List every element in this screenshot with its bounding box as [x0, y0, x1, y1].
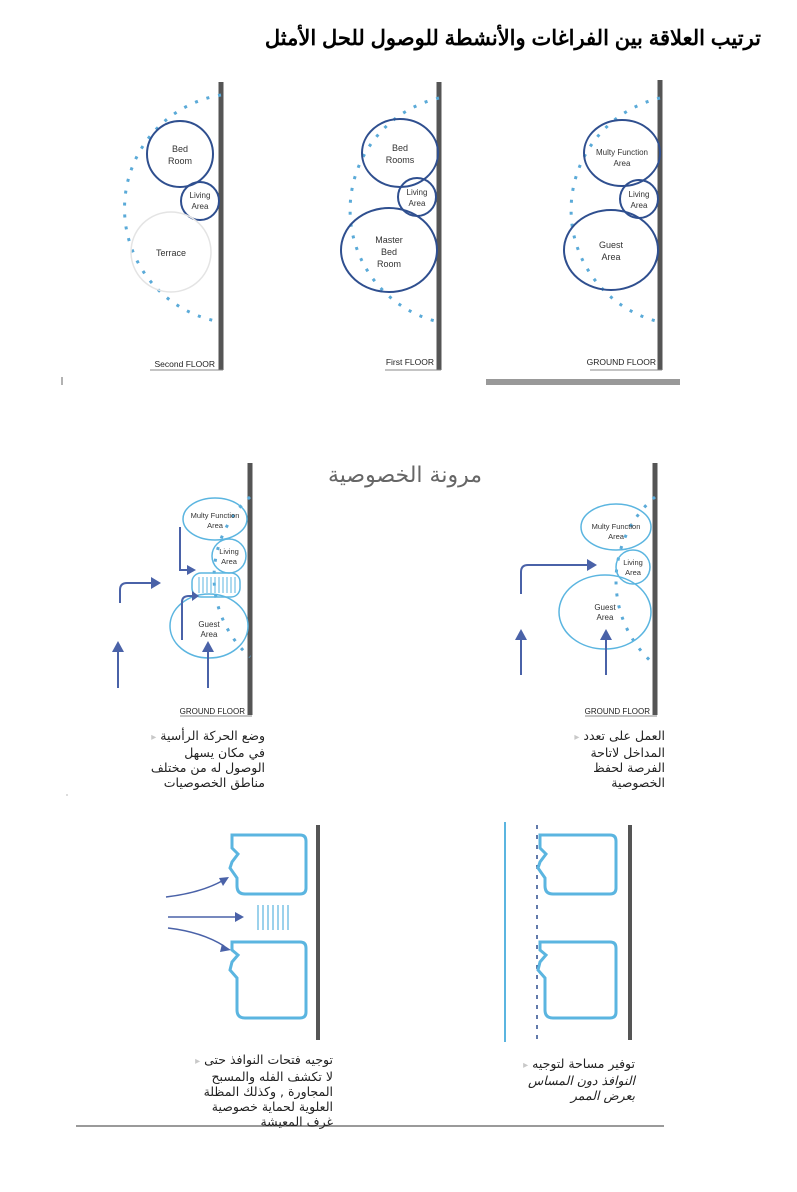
- floor-label: GROUND FLOOR: [584, 707, 650, 716]
- entry-arrow-left: [120, 583, 152, 603]
- bedroom-circle: [147, 121, 213, 187]
- caption-line: الفرصة لحفظ: [593, 760, 665, 775]
- multi-label-1: Multy Function: [595, 148, 649, 157]
- living-circle: [181, 182, 219, 220]
- multi-label-2: Area: [613, 159, 631, 168]
- bullet-icon: ▸: [195, 1056, 201, 1067]
- caption-line: العلوية لحماية خصوصية: [211, 1099, 333, 1114]
- first-floor-plan: [341, 82, 441, 370]
- entry-arrow-top: [521, 565, 588, 594]
- master-label-1: Master: [375, 235, 403, 245]
- living-label-2: Area: [191, 202, 209, 211]
- caption-line: في مكان يسهل: [184, 745, 265, 760]
- section-subtitle: مرونة الخصوصية: [327, 463, 483, 488]
- room-lower: [538, 942, 616, 1018]
- multi-label-2: Area: [608, 532, 624, 541]
- bullet-icon: ▸: [523, 1060, 529, 1071]
- view-arrow-1: [166, 881, 222, 897]
- multi-label-1: Multy Function: [190, 511, 240, 520]
- caption-window-orientation: [118, 1052, 333, 1129]
- room-upper: [538, 835, 616, 894]
- circulation-arrows: [118, 527, 208, 688]
- terrace-label: Terrace: [155, 248, 187, 258]
- living-circle: [212, 539, 246, 573]
- floor-label: First FLOOR: [385, 357, 434, 367]
- caption-line: العمل على تعدد: [583, 728, 665, 743]
- bedrooms-label-1: Bed: [391, 143, 409, 153]
- caption-line: المجاورة , وكذلك المظلة: [203, 1084, 333, 1099]
- caption-line: مناطق الخصوصيات: [163, 775, 265, 790]
- privacy-plan-left: [112, 463, 252, 716]
- room-upper: [230, 835, 306, 894]
- ground-floor-plan: [486, 80, 680, 382]
- living-label-1: Living: [628, 190, 650, 199]
- multi-label-2: Area: [207, 521, 223, 530]
- guest-label-1: Guest: [594, 603, 616, 612]
- bedroom-label-2: Room: [167, 156, 193, 166]
- living-label-2: Area: [630, 201, 648, 210]
- living-label-1: Living: [623, 558, 643, 567]
- floor-label: GROUND FLOOR: [586, 357, 656, 367]
- guest-label-2: Area: [200, 630, 218, 639]
- floor-label: Second FLOOR: [154, 359, 215, 369]
- caption-line: توفير مساحة لتوجيه: [532, 1056, 635, 1071]
- bullet-icon: ▸: [151, 732, 157, 743]
- view-arrow-3: [168, 928, 224, 946]
- caption-line: لا تكشف الفله والمسبح: [211, 1069, 333, 1084]
- guest-label-1: Guest: [598, 240, 624, 250]
- living-label-1: Living: [406, 188, 428, 197]
- living-label-2: Area: [408, 199, 426, 208]
- master-label-2: Bed: [380, 247, 398, 257]
- vertical-arrow-bottom: [182, 596, 194, 640]
- caption-line: المداخل لاتاحة: [590, 745, 665, 760]
- privacy-plan-right: [515, 463, 657, 716]
- caption-line: توجيه فتحات النوافذ حتى: [204, 1052, 333, 1067]
- caption-line: النوافذ دون المساس: [528, 1073, 635, 1088]
- bedroom-label-1: Bed: [171, 144, 189, 154]
- guest-label-2: Area: [596, 613, 614, 622]
- view-arrows: [166, 881, 236, 946]
- guest-label-1: Guest: [198, 620, 220, 629]
- caption-window-corridor: [470, 1056, 635, 1103]
- window-plan-left: [166, 825, 318, 1040]
- second-floor-plan: [62, 82, 223, 385]
- floor-label: GROUND FLOOR: [179, 707, 245, 716]
- privacy-arc: [350, 98, 439, 322]
- stair-treads: [199, 577, 235, 593]
- bullet-icon: ▸: [574, 732, 580, 743]
- caption-line: الخصوصية: [611, 775, 665, 790]
- room-lower: [230, 942, 306, 1018]
- vertical-arrow-top: [180, 527, 188, 570]
- bedrooms-circle: [362, 119, 438, 187]
- entrance-arrows: [521, 565, 606, 675]
- living-label-1: Living: [219, 547, 239, 556]
- living-circle: [616, 550, 650, 584]
- page-title: ترتيب العلاقة بين الفراغات والأنشطة للوصول للحل الأمثل: [264, 27, 761, 50]
- living-label-1: Living: [189, 191, 211, 200]
- master-label-3: Room: [376, 259, 402, 269]
- caption-line: الوصول له من مختلف: [150, 760, 265, 775]
- window-louvers: [258, 905, 288, 930]
- caption-line: بعرض الممر: [570, 1088, 635, 1103]
- caption-multiple-entrances: [500, 728, 665, 790]
- multi-label-1: Multy Function: [591, 522, 641, 531]
- window-plan-right: [505, 822, 630, 1042]
- caption-line: غرف المعيشة: [260, 1114, 333, 1129]
- guest-label-2: Area: [601, 252, 621, 262]
- bedrooms-label-2: Rooms: [385, 155, 415, 165]
- caption-line: وضع الحركة الرأسية: [160, 728, 265, 743]
- living-label-2: Area: [221, 557, 237, 566]
- living-label-2: Area: [625, 568, 641, 577]
- caption-vertical-circulation: [95, 728, 265, 790]
